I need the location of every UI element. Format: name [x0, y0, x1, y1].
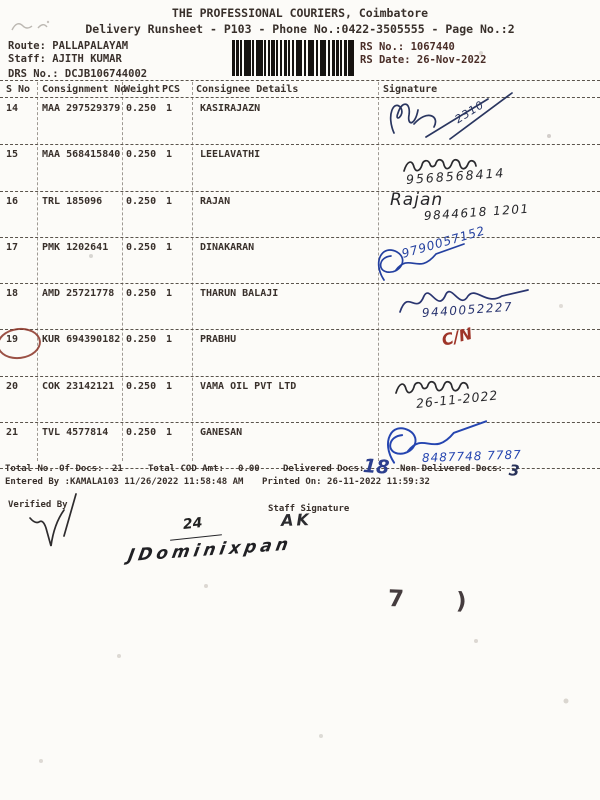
pcs-value: 1: [166, 380, 173, 392]
consignee-name: GANESAN: [200, 426, 243, 438]
handwritten-signature-cell: 2310: [380, 99, 598, 144]
weight-value: 0.250: [126, 149, 157, 161]
consignment-number: TRL 185096: [42, 195, 103, 207]
handwritten-signature-cell: 9790057152: [380, 238, 598, 283]
cod-label: Total COD Amt:: [148, 464, 224, 474]
weight-value: 0.250: [126, 103, 157, 114]
rs-no-line: [360, 41, 455, 53]
entered-by-line: Entered By :KAMALA103 11/26/2022 11:58:48 AM: [5, 477, 244, 487]
table-row: [0, 145, 600, 191]
rs-date-value: 26-Nov-2022: [416, 54, 487, 66]
consignee-name: VAMA OIL PVT LTD: [200, 380, 297, 392]
handwritten-signature-cell: 8487748 7787: [380, 423, 598, 468]
table-row: [0, 99, 600, 145]
pcs-value: 1: [166, 103, 173, 114]
consignee-name: LEELAVATHI: [200, 149, 261, 161]
handwritten-signature-cell: Rajan 9844618 1201: [390, 189, 531, 223]
company-title: THE PROFESSIONAL COURIERS, Coimbatore: [171, 6, 429, 20]
bottom-right-mark-handwritten: 7 ): [387, 586, 489, 616]
consignment-number: MAA 568415840: [42, 149, 121, 161]
serial-number: 18: [6, 288, 19, 299]
weight-value: 0.250: [126, 426, 157, 438]
col-header-weight: Weight: [124, 84, 161, 95]
consignee-name: RAJAN: [200, 195, 231, 207]
weight-value: 0.250: [126, 241, 157, 253]
scan-noise: [0, 0, 2, 2]
serial-number: 21: [6, 426, 19, 438]
consignment-number: PMK 1202641: [42, 241, 109, 253]
runsheet-title: Delivery Runsheet - P103 - Phone No.:0422-3505555 - Page No.:2: [85, 22, 515, 36]
table-row: [0, 223, 600, 284]
route-line: [8, 40, 128, 52]
consignment-number: TVL 4577814: [42, 426, 109, 438]
verifier-signature-handwritten: JDominixpan: [126, 534, 294, 567]
col-header-pcs: PCS: [162, 84, 181, 95]
printed-on-line: Printed On: 26-11-2022 11:59:32: [262, 477, 430, 487]
total-docs-value: 21: [112, 464, 123, 474]
consignment-number: MAA 297529379: [42, 103, 121, 114]
pcs-value: 1: [166, 288, 173, 299]
rs-no-value: 1067440: [410, 41, 455, 53]
non-delivered-label: Non Delivered Docs:: [400, 464, 503, 474]
table-row: [0, 377, 600, 423]
barcode-icon: [232, 40, 356, 76]
route-value: PALLAPALAYAM: [52, 40, 129, 52]
pcs-value: 1: [166, 241, 173, 253]
consignment-number: AMD 25721778: [42, 288, 115, 299]
serial-number: 19: [6, 334, 19, 346]
verified-tick-mark: [28, 492, 82, 550]
drs-label: DRS No.:: [8, 68, 59, 80]
serial-number: 14: [6, 103, 19, 114]
consignment-number: KUR 694390182: [42, 334, 121, 346]
staff-value: AJITH KUMAR: [52, 53, 122, 65]
staff-initials-handwritten: AK: [280, 509, 313, 530]
table-row: [0, 189, 600, 238]
consignee-name: KASIRAJAZN: [200, 103, 261, 114]
verifier-note-handwritten: 24: [182, 515, 204, 533]
weight-value: 0.250: [126, 334, 157, 346]
staff-signature-label: Staff Signature: [268, 504, 350, 514]
pcs-value: 1: [166, 195, 173, 207]
consignee-name: DINAKARAN: [200, 241, 255, 253]
weight-value: 0.250: [126, 288, 157, 299]
pcs-value: 1: [166, 149, 173, 161]
pcs-value: 1: [166, 426, 173, 438]
handwritten-signature-cell: 26-11-2022: [380, 377, 598, 422]
divider-top: [0, 80, 600, 81]
consignment-number: COK 23142121: [42, 380, 115, 392]
col-header-consignee: Consignee Details: [196, 84, 299, 95]
col-header-signature: Signature: [383, 84, 438, 95]
table-row: [0, 324, 600, 376]
drs-line: [8, 68, 147, 80]
col-header-consignment: Consignment No: [42, 84, 127, 95]
staff-label: Staff:: [8, 53, 46, 65]
pcs-value: 1: [166, 334, 173, 346]
table-row: [0, 284, 600, 330]
rs-date-line: [360, 54, 486, 66]
serial-number: 20: [6, 380, 19, 392]
consignee-name: PRABHU: [200, 334, 237, 346]
rs-no-label: RS No.:: [360, 41, 405, 53]
route-label: Route:: [8, 40, 46, 52]
table-body: [0, 99, 600, 469]
non-delivered-count-handwritten: 3: [508, 461, 521, 481]
col-header-sno: S No: [6, 84, 31, 95]
delivered-label: Delivered Docs:: [283, 464, 365, 474]
consignee-name: THARUN BALAJI: [200, 288, 279, 299]
weight-value: 0.250: [126, 380, 157, 392]
cod-value: 0.00: [238, 464, 260, 474]
total-docs-label: Total No. Of Docs:: [5, 464, 103, 474]
staff-line: [8, 53, 122, 65]
serial-number: 16: [6, 195, 19, 207]
handwritten-signature-cell: C/N: [439, 324, 475, 350]
handwritten-signature-cell: 9568568414: [380, 145, 598, 190]
verified-by-label: Verified By: [8, 500, 68, 510]
weight-value: 0.250: [126, 195, 157, 207]
rs-date-label: RS Date:: [360, 54, 411, 66]
handwritten-signature-cell: 9440052227: [380, 284, 598, 329]
serial-number: 15: [6, 149, 19, 161]
drs-value: DCJB106744002: [64, 68, 148, 80]
serial-number: 17: [6, 241, 19, 253]
delivered-count-handwritten: 18: [362, 455, 391, 479]
